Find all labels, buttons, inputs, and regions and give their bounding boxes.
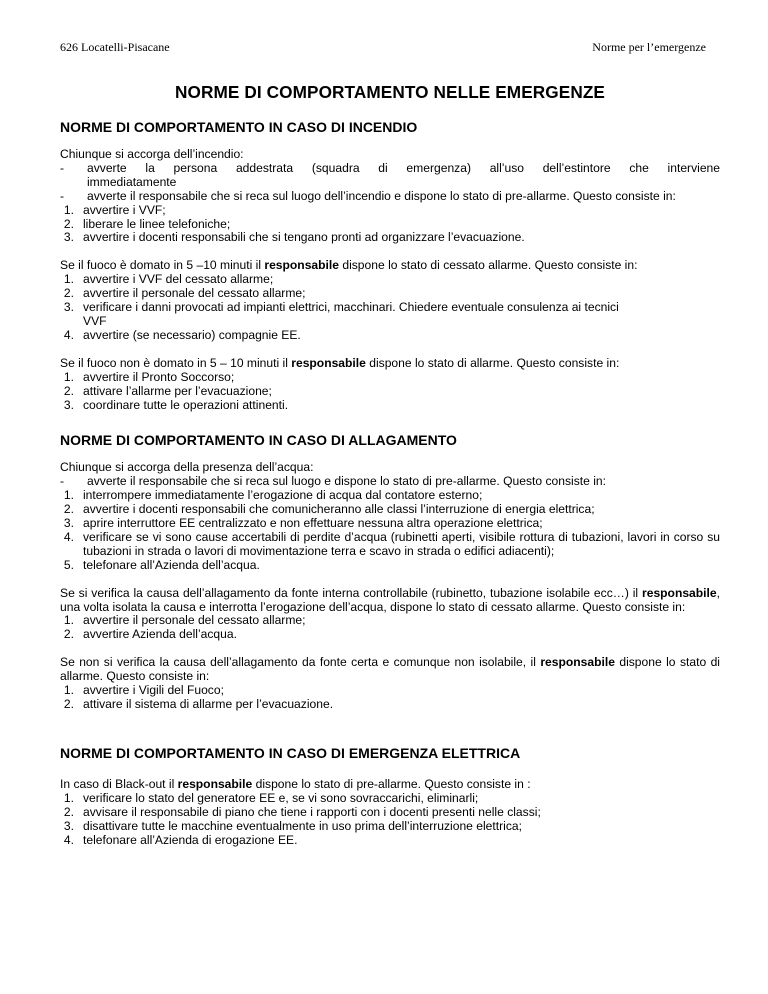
fire-dash-item-1-line-1: avverte la persona addestrata (squadra di emergenza) all’uso dell’estintore che interviene xyxy=(87,160,720,175)
list-item: 1. avvertire i VVF; xyxy=(63,202,166,217)
fire-paragraph-2: Se il fuoco è domato in 5 –10 minuti il responsabile dispone lo stato di cessato allarme. Questo consiste in: xyxy=(60,258,638,273)
list-item: 2. liberare le linee telefoniche; xyxy=(63,216,231,231)
fire-intro: Chiunque si accorga dell’incendio: xyxy=(60,147,244,161)
list-item: 2. avvertire Azienda dell’acqua. xyxy=(63,627,237,642)
electric-prealarm-list xyxy=(60,792,720,848)
section-heading-flood: NORME DI COMPORTAMENTO IN CASO DI ALLAGAMENTO xyxy=(60,432,457,449)
list-item: 1. interrompere immediatamente l’erogazione di acqua dal contatore esterno; xyxy=(63,488,483,503)
emphasis-responsabile: responsabile xyxy=(540,655,615,670)
list-item: 1. verificare lo stato del generatore EE e, se vi sono sovraccarichi, eliminarli; xyxy=(63,790,479,805)
flood-paragraph-3: Se non si verifica la causa dell’allagamento da fonte certa e comunque non isolabile, il responsabile dispone lo stato di allarme. Questo consiste in: xyxy=(60,655,720,684)
flood-prealarm-list xyxy=(60,489,720,572)
dash-marker: - xyxy=(60,188,65,203)
list-item: 3. verificare i danni provocati ad impianti elettrici, macchinari. Chiedere eventuale consulenza ai tecnici VVF xyxy=(63,300,619,328)
list-item: 3. coordinare tutte le operazioni attinenti. xyxy=(63,397,289,412)
emphasis-responsabile: responsabile xyxy=(291,355,366,370)
emphasis-responsabile: responsabile xyxy=(264,258,339,273)
document-body xyxy=(60,82,720,847)
list-item: 1. avvertire i Vigili del Fuoco; xyxy=(63,683,224,698)
header-right: Norme per l’emergenze xyxy=(592,40,706,54)
dash-marker: - xyxy=(60,160,65,175)
page-title: NORME DI COMPORTAMENTO NELLE EMERGENZE xyxy=(175,82,605,102)
flood-paragraph-2: Se si verifica la causa dell’allagamento da fonte interna controllabile (rubinetto, tubazione isolabile ecc…) il responsabile, una volta isolata la causa e interrotta l’erogazione dell’acqua, dispone lo stato di cessato allarme. Questo consiste in: xyxy=(60,585,720,614)
section-heading-electric: NORME DI COMPORTAMENTO IN CASO DI EMERGENZA ELETTRICA xyxy=(60,744,521,761)
list-item: 2. attivare il sistema di allarme per l’evacuazione. xyxy=(63,697,334,711)
fire-dash-item-1-line-2: immediatamente xyxy=(87,174,177,189)
flood-alarm-list xyxy=(60,684,720,712)
fire-paragraph-3: Se il fuoco non è domato in 5 – 10 minuti il responsabile dispone lo stato di allarme. Questo consiste in: xyxy=(60,355,620,370)
list-item: 1. avvertire il personale del cessato allarme; xyxy=(63,613,306,628)
fire-dash-item-2-text: avverte il responsabile che si reca sul luogo dell’incendio e dispone lo stato di pre-allarme. Questo consiste in: xyxy=(87,188,676,203)
list-item: 2. avvertire il personale del cessato allarme; xyxy=(63,286,306,301)
electric-paragraph-1: In caso di Black-out il responsabile dispone lo stato di pre-allarme. Questo consiste in : xyxy=(60,776,531,791)
emphasis-responsabile: responsabile xyxy=(642,585,717,600)
list-item: 3. disattivare tutte le macchine eventualmente in uso prima dell’interruzione elettrica; xyxy=(63,818,522,833)
emphasis-responsabile: responsabile xyxy=(177,776,253,791)
fire-dash-item-1 xyxy=(60,162,720,190)
fire-cessation-list xyxy=(60,273,720,343)
list-item: 1. avvertire i VVF del cessato allarme; xyxy=(63,272,274,287)
fire-alarm-list xyxy=(60,371,720,413)
list-item: 2. avvisare il responsabile di piano che tiene i rapporti con i docenti presenti nelle classi; xyxy=(63,804,541,819)
list-item: 2. avvertire i docenti responsabili che comunicheranno alle classi l’interruzione di energia elettrica; xyxy=(63,502,595,517)
fire-prealarm-list xyxy=(60,204,720,246)
flood-dash-item-1-text: avverte il responsabile che si reca sul luogo e dispone lo stato di pre-allarme. Questo consiste in: xyxy=(87,474,606,489)
flood-dash-item-1 xyxy=(60,475,720,489)
section-heading-fire: NORME DI COMPORTAMENTO IN CASO DI INCENDIO xyxy=(60,119,418,135)
running-header xyxy=(60,40,706,56)
dash-marker: - xyxy=(60,474,65,489)
flood-cessation-list xyxy=(60,614,720,642)
list-item: 5. telefonare all’Azienda dell’acqua. xyxy=(63,557,260,572)
header-left: 626 Locatelli-Pisacane xyxy=(60,40,170,54)
list-item: 3. aprire interruttore EE centralizzato e non effettuare nessuna altra operazione elettrica; xyxy=(63,516,543,531)
list-item: 2. attivare l’allarme per l’evacuazione; xyxy=(63,383,272,398)
flood-intro: Chiunque si accorga della presenza dell’acqua: xyxy=(60,460,314,475)
list-item: 4. verificare se vi sono cause accertabili di perdite d’acqua (rubinetti aperti, visibile rottura di tubazioni, lavori in corso su tubazioni in strada o lavori di movimentazione terra e scavo in strada o edifici adiacenti); xyxy=(63,529,720,558)
list-item: 3. avvertire i docenti responsabili che si tengano pronti ad organizzare l’evacuazione. xyxy=(63,230,525,245)
list-item: 4. avvertire (se necessario) compagnie EE. xyxy=(63,327,301,342)
fire-dash-item-2 xyxy=(60,190,720,204)
list-item: 4. telefonare all’Azienda di erogazione EE. xyxy=(63,832,298,847)
list-item: 1. avvertire il Pronto Soccorso; xyxy=(63,369,235,384)
